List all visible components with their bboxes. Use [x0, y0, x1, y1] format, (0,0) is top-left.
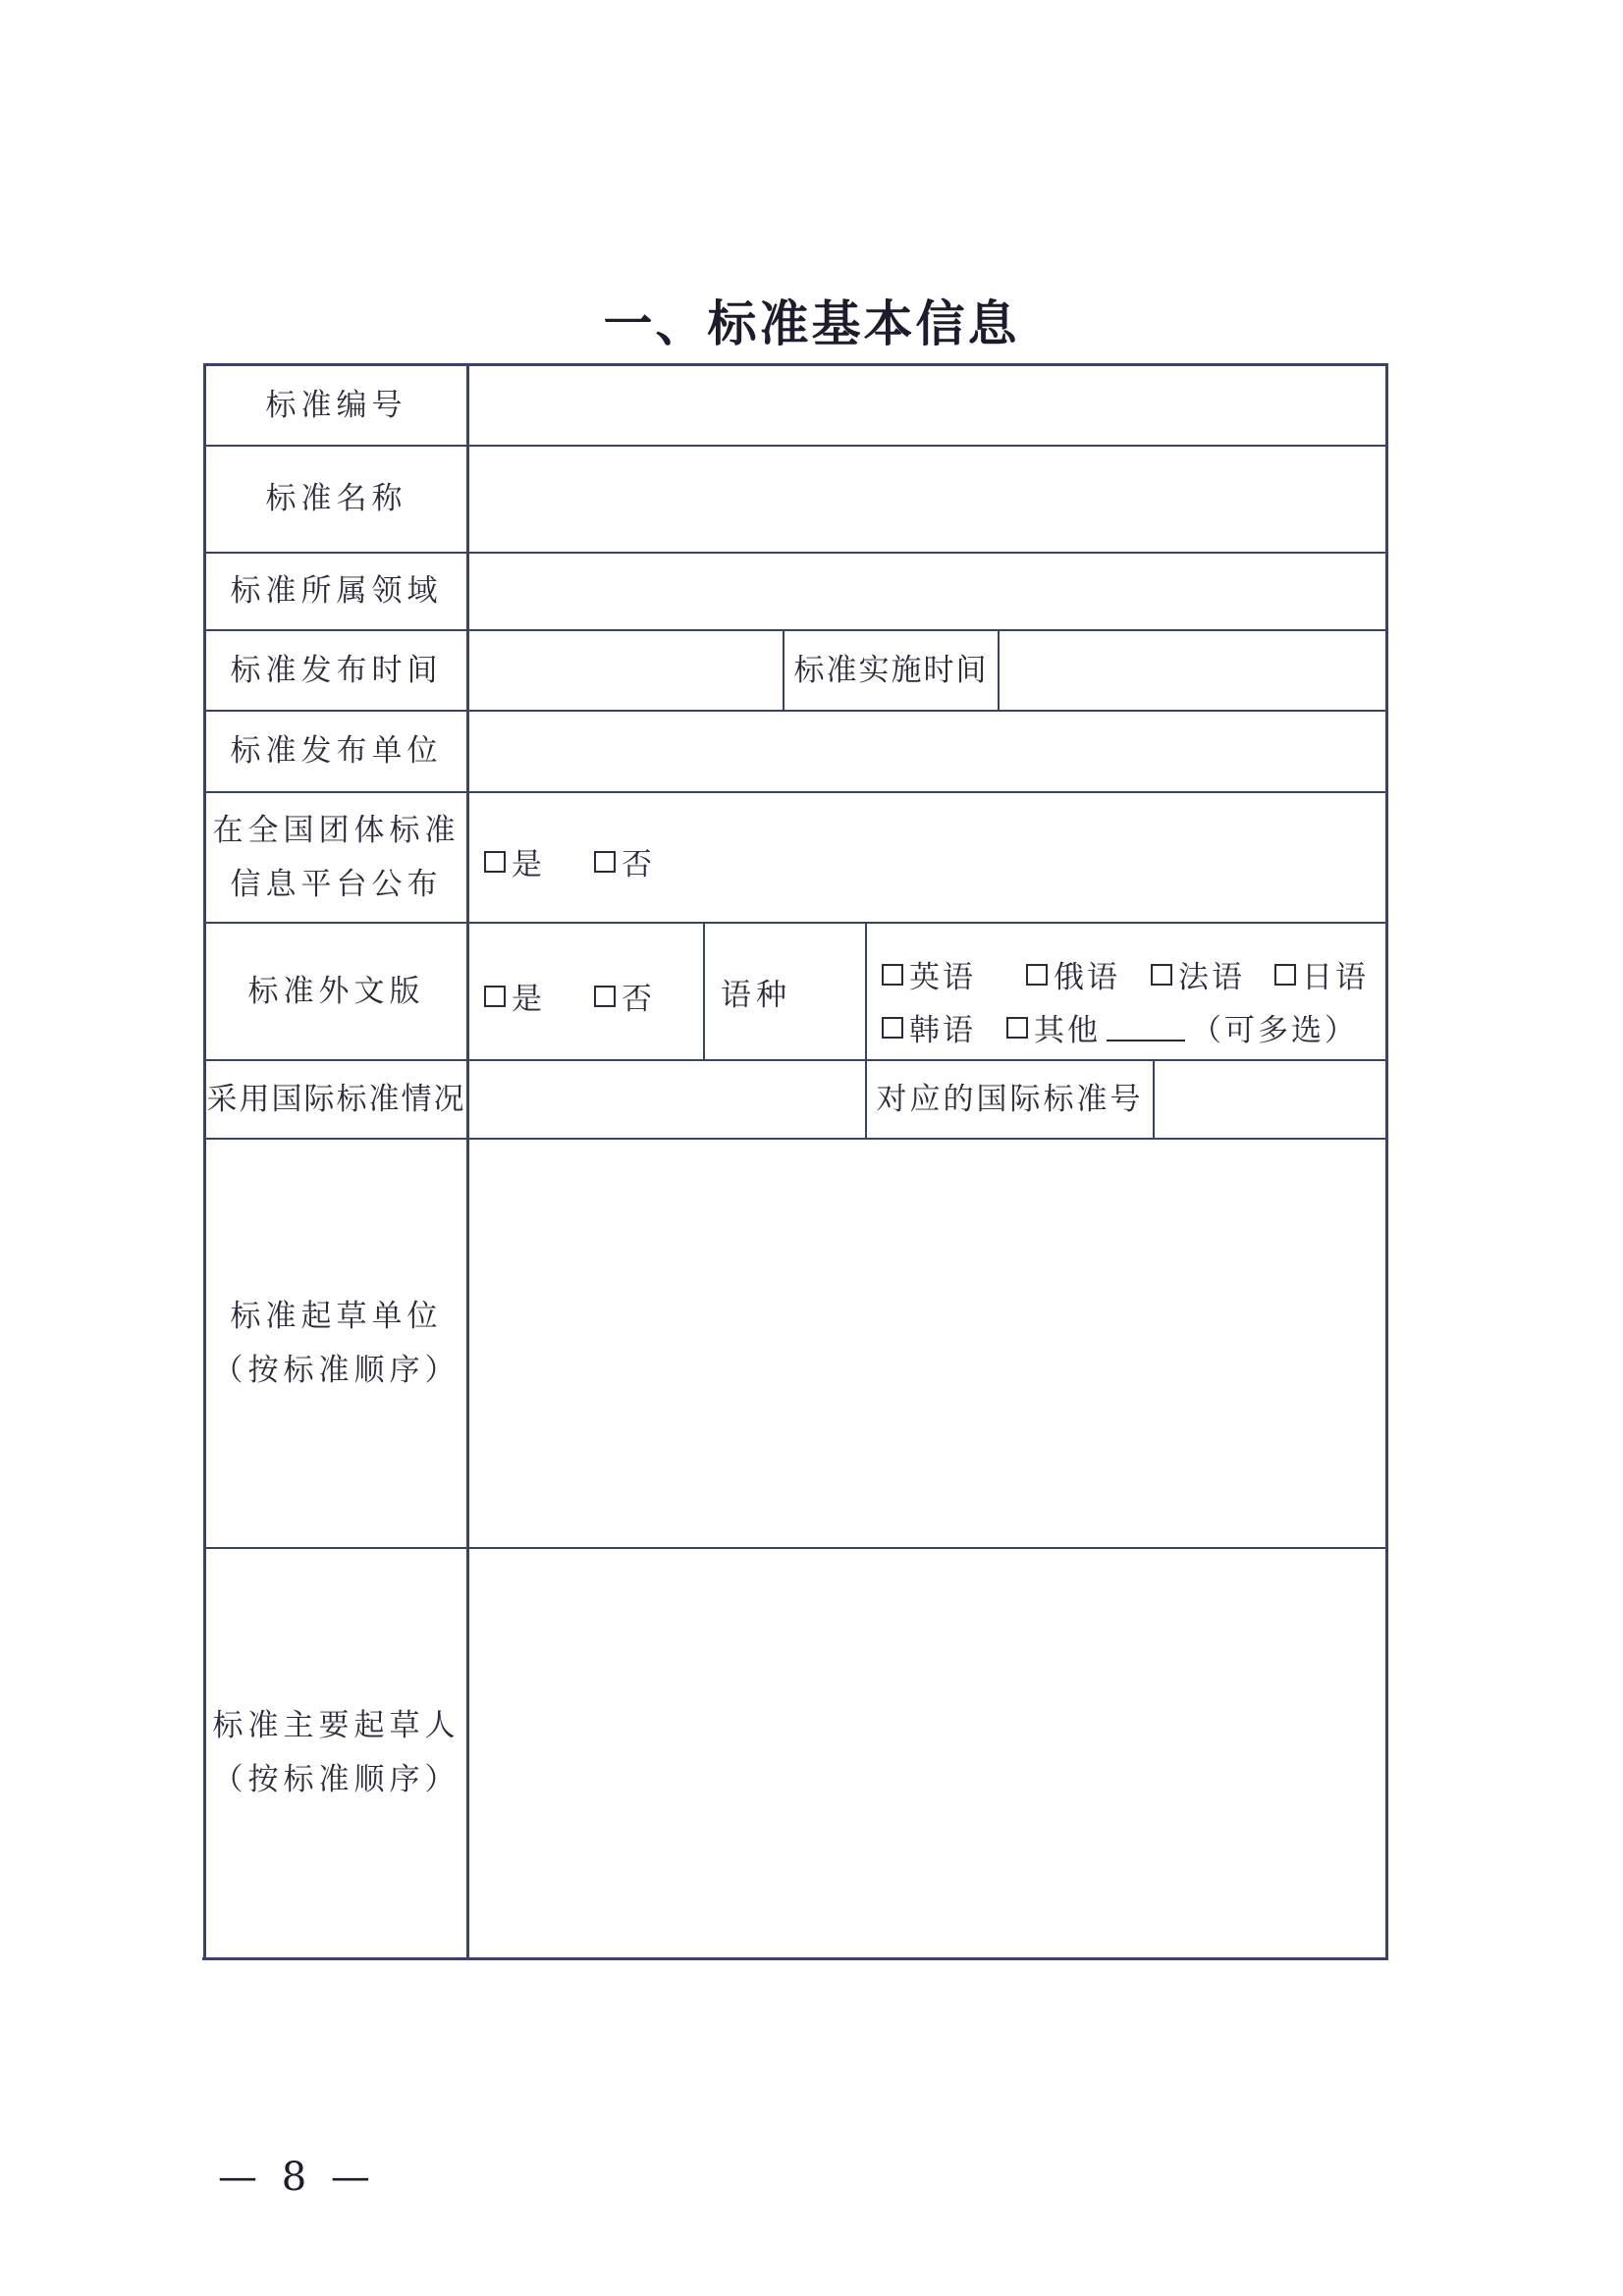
checkbox-icon[interactable] — [484, 986, 506, 1007]
international-number-field[interactable] — [1155, 1061, 1385, 1138]
lang-french-label: 法语 — [1178, 960, 1245, 995]
standard-name-field[interactable] — [469, 447, 1385, 552]
lang-korean-label: 韩语 — [909, 1013, 976, 1048]
table-border-bottom — [202, 1957, 1386, 1960]
checkbox-icon[interactable] — [882, 1017, 903, 1039]
checkbox-icon[interactable] — [1274, 964, 1296, 986]
label-implement-time: 标准实施时间 — [793, 652, 989, 688]
foreign-yes-label: 是 — [512, 982, 545, 1017]
label-drafting-units — [206, 1140, 466, 1547]
label-standard-field: 标准所属领域 — [230, 573, 443, 609]
publisher-field[interactable] — [469, 712, 1385, 791]
lang-english-label: 英语 — [909, 960, 976, 995]
lang-english-option[interactable] — [882, 952, 976, 996]
label-international-number: 对应的国际标准号 — [876, 1081, 1144, 1117]
table-border-right — [1385, 363, 1388, 1960]
drafters-field[interactable] — [469, 1549, 1385, 1957]
label-standard-number: 标准编号 — [265, 387, 407, 423]
lang-japanese-option[interactable] — [1274, 952, 1369, 996]
label-drafters-line2: （按标准顺序） — [212, 1762, 460, 1797]
label-publisher: 标准发布单位 — [230, 733, 443, 769]
platform-no-option[interactable] — [594, 839, 655, 883]
checkbox-icon[interactable] — [1151, 964, 1172, 986]
label-language: 语种 — [721, 977, 791, 1013]
lang-russian-label: 俄语 — [1054, 960, 1120, 995]
label-drafters — [206, 1549, 466, 1957]
international-adoption-field[interactable] — [469, 1061, 865, 1138]
checkbox-icon[interactable] — [594, 986, 616, 1007]
platform-no-label: 否 — [622, 847, 655, 882]
lang-other-label: 其他 — [1034, 1013, 1101, 1048]
standard-number-field[interactable] — [469, 366, 1385, 445]
label-foreign-version: 标准外文版 — [247, 973, 425, 1009]
standard-field-input[interactable] — [469, 554, 1385, 629]
lang-japanese-label: 日语 — [1302, 960, 1369, 995]
label-drafting-units-line1: 标准起草单位 — [230, 1298, 443, 1334]
drafting-units-field[interactable] — [469, 1140, 1385, 1547]
label-platform-line2: 信息平台公布 — [230, 866, 443, 902]
page-number: — 8 — — [218, 2155, 376, 2200]
label-international-adoption: 采用国际标准情况 — [206, 1081, 466, 1117]
lang-other-blank[interactable] — [1107, 1014, 1185, 1041]
label-standard-name: 标准名称 — [265, 481, 407, 516]
label-platform-published — [206, 793, 466, 922]
label-drafting-units-line2: （按标准顺序） — [212, 1352, 460, 1388]
lang-other-option[interactable] — [1006, 1005, 1358, 1049]
multi-select-note: （可多选） — [1191, 1013, 1358, 1048]
lang-russian-option[interactable] — [1026, 952, 1120, 996]
foreign-yes-option[interactable] — [484, 974, 545, 1018]
label-drafters-line1: 标准主要起草人 — [212, 1708, 460, 1743]
label-platform-line1: 在全国团体标准 — [212, 812, 460, 848]
lang-korean-option[interactable] — [882, 1005, 976, 1049]
foreign-no-option[interactable] — [594, 974, 655, 1018]
checkbox-icon[interactable] — [1026, 964, 1048, 986]
checkbox-icon[interactable] — [484, 851, 506, 873]
label-publish-time: 标准发布时间 — [230, 652, 443, 688]
implement-time-field[interactable] — [1000, 631, 1385, 710]
checkbox-icon[interactable] — [882, 964, 903, 986]
checkbox-icon[interactable] — [594, 851, 616, 873]
platform-yes-option[interactable] — [484, 839, 545, 883]
lang-french-option[interactable] — [1151, 952, 1245, 996]
publish-time-field[interactable] — [469, 631, 783, 710]
page-title: 一、标准基本信息 — [603, 294, 1020, 352]
checkbox-icon[interactable] — [1006, 1017, 1028, 1039]
foreign-no-label: 否 — [622, 982, 655, 1017]
platform-yes-label: 是 — [512, 847, 545, 882]
